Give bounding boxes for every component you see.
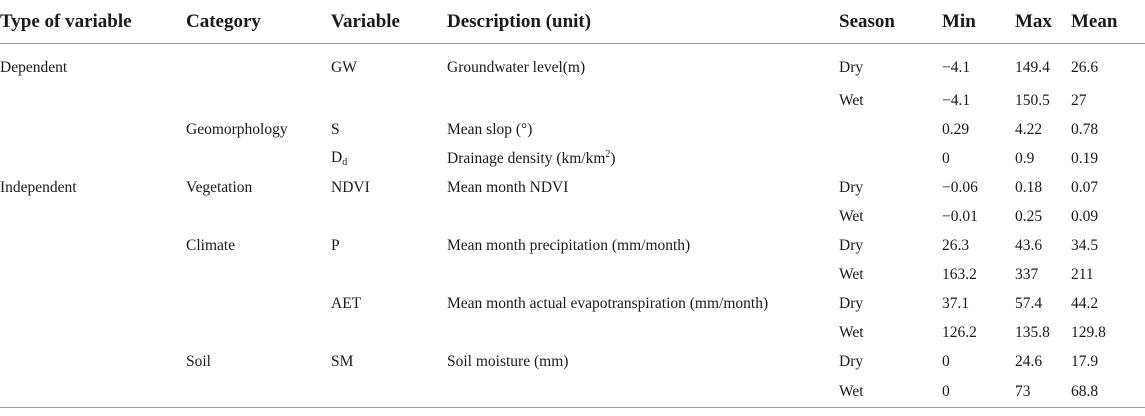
description-end: ) bbox=[610, 150, 616, 167]
cell-max: 0.18 bbox=[1015, 178, 1043, 196]
table-row bbox=[0, 202, 1145, 231]
header-min: Min bbox=[942, 0, 1015, 44]
cell-variable: P bbox=[331, 236, 340, 254]
table-row bbox=[0, 231, 1145, 260]
cell-type bbox=[0, 318, 186, 347]
description-main: Drainage density (km/km bbox=[447, 150, 606, 167]
cell-type bbox=[0, 347, 186, 376]
cell-season: Dry bbox=[839, 178, 864, 196]
cell-category bbox=[186, 376, 331, 408]
variable-subscript: d bbox=[342, 157, 348, 168]
cell-category bbox=[186, 260, 331, 289]
cell-season: Wet bbox=[839, 207, 864, 225]
table-row bbox=[0, 144, 1145, 173]
cell-season: Wet bbox=[839, 323, 864, 341]
cell-max: 0.9 bbox=[1015, 149, 1035, 167]
variable-main: D bbox=[331, 149, 343, 166]
cell-mean: 68.8 bbox=[1071, 376, 1145, 408]
cell-min: 26.3 bbox=[942, 236, 970, 254]
cell-type bbox=[0, 231, 186, 260]
cell-min: 163.2 bbox=[942, 265, 977, 283]
cell-type bbox=[0, 260, 186, 289]
table-row bbox=[0, 173, 1145, 202]
header-variable: Variable bbox=[331, 0, 447, 44]
cell-mean: 0.78 bbox=[1071, 120, 1099, 138]
cell-season: Dry bbox=[839, 236, 864, 254]
cell-type: Dependent bbox=[0, 59, 68, 76]
cell-variable: S bbox=[331, 120, 340, 138]
cell-description bbox=[447, 86, 839, 115]
cell-variable bbox=[331, 144, 447, 173]
table-row bbox=[0, 86, 1145, 115]
cell-description: Groundwater level(m) bbox=[447, 59, 586, 76]
header-row bbox=[0, 0, 1145, 44]
cell-mean: 34.5 bbox=[1071, 236, 1099, 254]
cell-season: Wet bbox=[839, 265, 864, 283]
cell-category: Geomorphology bbox=[186, 120, 288, 138]
cell-description bbox=[447, 144, 839, 173]
cell-description bbox=[447, 260, 839, 289]
cell-mean: 17.9 bbox=[1071, 352, 1099, 370]
cell-variable bbox=[331, 86, 447, 115]
cell-mean: 0.07 bbox=[1071, 178, 1099, 196]
cell-max: 150.5 bbox=[1015, 91, 1050, 109]
cell-category bbox=[186, 144, 331, 173]
cell-description bbox=[447, 318, 839, 347]
cell-category bbox=[186, 202, 331, 231]
cell-season: Dry bbox=[839, 59, 864, 76]
table-header bbox=[0, 0, 1145, 44]
cell-category bbox=[186, 289, 331, 318]
cell-min: −4.1 bbox=[942, 59, 971, 76]
cell-max: 0.25 bbox=[1015, 207, 1043, 225]
cell-mean: 0.19 bbox=[1071, 149, 1099, 167]
cell-max: 337 bbox=[1015, 265, 1039, 283]
cell-max: 135.8 bbox=[1015, 323, 1050, 341]
cell-variable bbox=[331, 202, 447, 231]
cell-description: Mean month precipitation (mm/month) bbox=[447, 236, 691, 254]
cell-season: Wet bbox=[839, 91, 864, 109]
table-row bbox=[0, 289, 1145, 318]
cell-category bbox=[186, 44, 331, 87]
cell-min: 37.1 bbox=[942, 294, 970, 312]
cell-mean: 44.2 bbox=[1071, 294, 1099, 312]
cell-category: Vegetation bbox=[186, 178, 253, 196]
header-mean: Mean bbox=[1071, 0, 1145, 44]
cell-category: Climate bbox=[186, 236, 236, 254]
description-superscript: 2 bbox=[605, 149, 611, 160]
cell-category bbox=[186, 318, 331, 347]
cell-season bbox=[839, 144, 942, 173]
cell-type bbox=[0, 202, 186, 231]
header-category: Category bbox=[186, 0, 331, 44]
header-max: Max bbox=[1015, 0, 1071, 44]
cell-min: −0.06 bbox=[942, 178, 978, 196]
table-row bbox=[0, 347, 1145, 376]
cell-variable bbox=[331, 260, 447, 289]
cell-category bbox=[186, 86, 331, 115]
cell-description bbox=[447, 376, 839, 408]
cell-description bbox=[447, 202, 839, 231]
cell-description: Mean month NDVI bbox=[447, 178, 569, 196]
cell-max: 73 bbox=[1015, 376, 1071, 408]
header-description: Description (unit) bbox=[447, 0, 839, 44]
table-row bbox=[0, 376, 1145, 408]
cell-mean: 211 bbox=[1071, 265, 1094, 283]
cell-mean: 26.6 bbox=[1071, 59, 1099, 76]
cell-season: Dry bbox=[839, 352, 864, 370]
cell-max: 24.6 bbox=[1015, 352, 1043, 370]
cell-type: Independent bbox=[0, 178, 77, 196]
cell-min: 0 bbox=[942, 376, 1015, 408]
cell-max: 149.4 bbox=[1015, 59, 1050, 76]
table-body bbox=[0, 44, 1145, 408]
cell-type bbox=[0, 376, 186, 408]
cell-min: 126.2 bbox=[942, 323, 977, 341]
cell-variable: NDVI bbox=[331, 178, 370, 196]
header-type: Type of variable bbox=[0, 0, 186, 44]
header-season: Season bbox=[839, 0, 942, 44]
cell-type bbox=[0, 289, 186, 318]
table-row bbox=[0, 260, 1145, 289]
cell-mean: 129.8 bbox=[1071, 323, 1106, 341]
cell-season: Wet bbox=[839, 376, 942, 408]
cell-max: 57.4 bbox=[1015, 294, 1043, 312]
table-row bbox=[0, 115, 1145, 144]
table-row bbox=[0, 44, 1145, 87]
cell-min: −0.01 bbox=[942, 207, 978, 225]
cell-description: Soil moisture (mm) bbox=[447, 352, 569, 370]
cell-mean: 27 bbox=[1071, 91, 1087, 109]
cell-season bbox=[839, 115, 942, 144]
cell-mean: 0.09 bbox=[1071, 207, 1099, 225]
cell-type bbox=[0, 86, 186, 115]
cell-min: 0 bbox=[942, 352, 950, 370]
cell-description: Mean slop (°) bbox=[447, 120, 533, 138]
cell-category: Soil bbox=[186, 352, 211, 370]
cell-max: 43.6 bbox=[1015, 236, 1043, 254]
cell-variable: GW bbox=[331, 59, 357, 76]
cell-type bbox=[0, 115, 186, 144]
cell-variable bbox=[331, 318, 447, 347]
cell-max: 4.22 bbox=[1015, 120, 1043, 138]
cell-min: 0.29 bbox=[942, 120, 970, 138]
cell-description: Mean month actual evapotranspiration (mm/month) bbox=[447, 294, 769, 312]
cell-min: −4.1 bbox=[942, 91, 971, 109]
cell-variable: SM bbox=[331, 352, 354, 370]
cell-min: 0 bbox=[942, 149, 950, 167]
cell-type bbox=[0, 144, 186, 173]
cell-variable bbox=[331, 376, 447, 408]
cell-season: Dry bbox=[839, 294, 864, 312]
cell-variable: AET bbox=[331, 294, 362, 312]
table-row bbox=[0, 318, 1145, 347]
